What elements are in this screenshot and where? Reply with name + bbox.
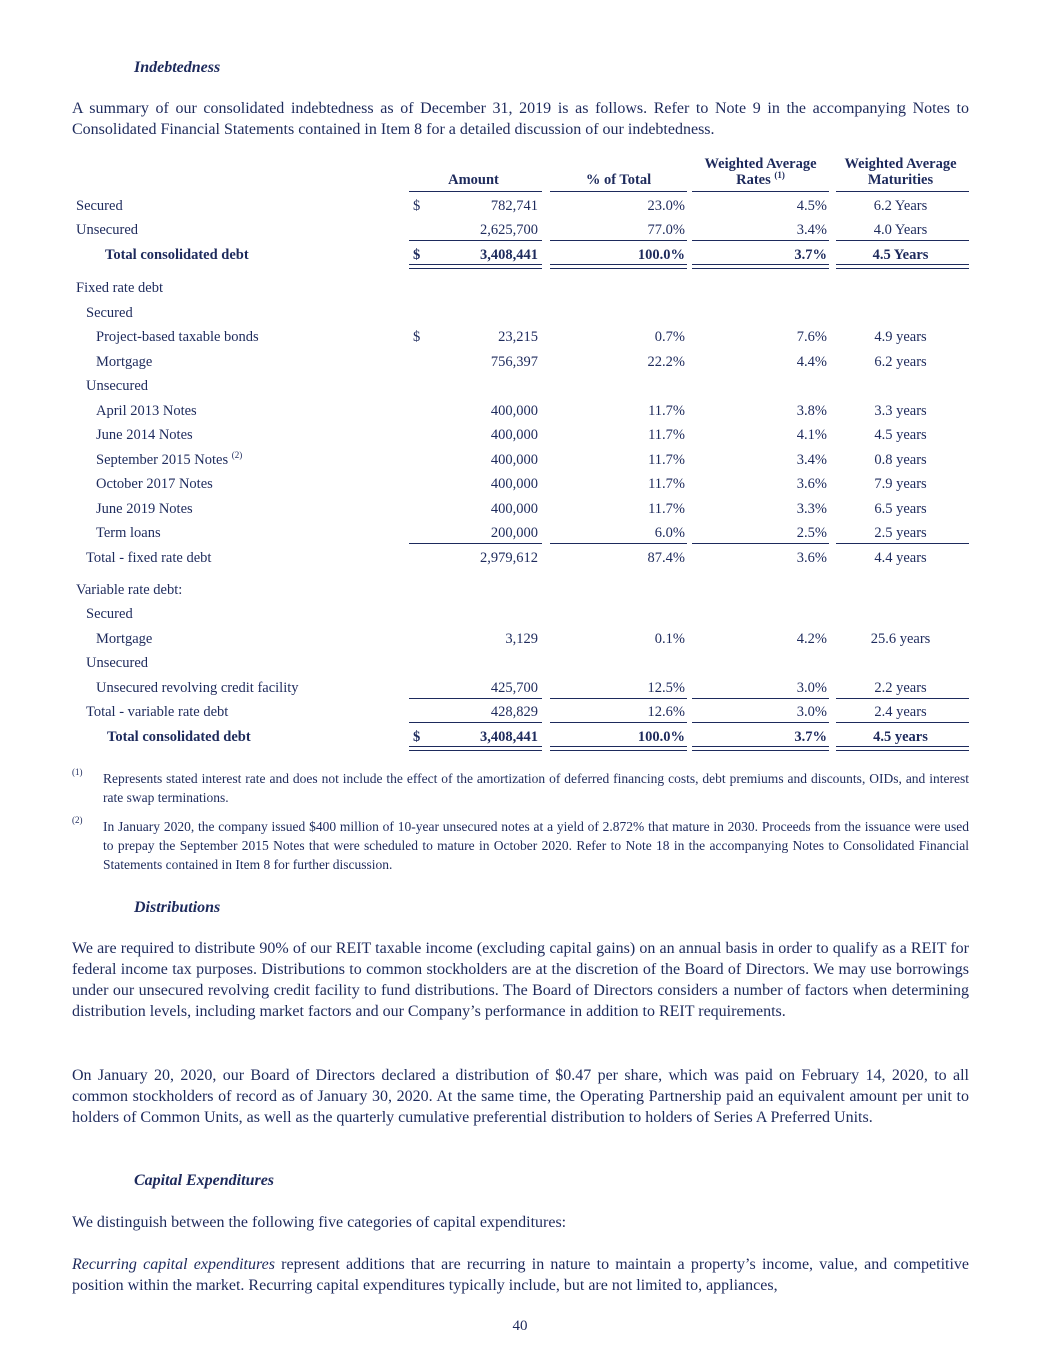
subtotal-rule	[550, 240, 687, 241]
row-dollar: $	[413, 329, 421, 345]
header-rate-line1: Weighted Average	[704, 156, 817, 172]
row-rate: 3.0%	[796, 704, 827, 720]
row-pct: 0.1%	[654, 631, 685, 647]
row-rate: 4.2%	[796, 631, 827, 647]
indebtedness-intro: A summary of our consolidated indebtedness as of December 31, 2019 is as follows. Refer to Note 9 in the accompanying Notes to Consolidated Financial Statements contained in Item 8 for a detailed discussion of our indebtedness.	[72, 100, 969, 138]
row-rate: 2.5%	[796, 525, 827, 541]
total-double-rule	[692, 264, 829, 269]
page-number: 40	[512, 1318, 528, 1334]
total-double-rule	[409, 264, 542, 269]
table-row	[72, 327, 969, 349]
row-label: Fixed rate debt	[76, 280, 163, 296]
row-label: Total - fixed rate debt	[86, 550, 212, 566]
row-rate: 4.4%	[796, 354, 827, 370]
section-row	[72, 303, 969, 325]
subtotal-rule	[409, 698, 542, 699]
row-maturity: 6.2 Years	[873, 198, 928, 214]
subtotal-rule	[692, 722, 829, 723]
row-maturity: 6.2 years	[874, 354, 927, 370]
section-row	[72, 604, 969, 626]
distributions-paragraph-2: On January 20, 2020, our Board of Directors declared a distribution of $0.47 per share, which was paid on February 14, 2020, to all common stockholders of record as of January 30, 2020. At the same time, the Operating Partnership paid an equivalent amount per unit to holders of Common Units, as well as the quarterly cumulative preferential distribution to holders of Series A Preferred Units.	[72, 1067, 969, 1126]
row-amount: 400,000	[490, 427, 538, 443]
row-pct: 6.0%	[654, 525, 685, 541]
row-pct: 100.0%	[637, 247, 685, 263]
row-rate: 3.0%	[796, 680, 827, 696]
header-pct: % of Total	[585, 172, 652, 188]
footnote-mark: (1)	[72, 767, 83, 777]
table-row	[72, 678, 969, 700]
row-label: Term loans	[96, 525, 161, 541]
row-pct: 11.7%	[648, 427, 685, 443]
row-amount: 2,625,700	[480, 222, 538, 238]
row-rate: 3.3%	[796, 501, 827, 517]
row-pct: 77.0%	[647, 222, 685, 238]
row-pct: 22.2%	[647, 354, 685, 370]
subtotal-rule	[550, 698, 687, 699]
subtotal-rule	[836, 722, 969, 723]
table-row	[72, 474, 969, 496]
header-rule-pct	[550, 191, 687, 192]
subtotal-rule	[550, 722, 687, 723]
header-rate-line2-wrap	[692, 172, 829, 188]
row-label: October 2017 Notes	[96, 476, 213, 492]
row-rate: 3.7%	[794, 729, 827, 745]
table-row	[72, 450, 969, 472]
subtotal-rule	[836, 698, 969, 699]
row-pct: 87.4%	[647, 550, 685, 566]
row-label: Total - variable rate debt	[86, 704, 229, 720]
row-amount: 3,129	[505, 631, 538, 647]
row-rate: 4.5%	[796, 198, 827, 214]
row-label: Secured	[76, 198, 123, 214]
header-rate	[692, 156, 829, 188]
total-double-rule	[836, 264, 969, 269]
row-maturity: 4.4 years	[874, 550, 927, 566]
table-row	[72, 352, 969, 374]
row-rate: 7.6%	[796, 329, 827, 345]
footnote-text: Represents stated interest rate and does not include the effect of the amortization of deferred financing costs, debt premiums and discounts, OIDs, and interest rate swap terminations.	[103, 771, 969, 805]
row-maturity: 4.5 years	[873, 729, 928, 745]
footnote-mark: (2)	[72, 815, 83, 825]
row-amount: 3,408,441	[480, 247, 538, 263]
row-label: Secured	[86, 305, 133, 321]
row-amount: 425,700	[490, 680, 538, 696]
row-amount: 200,000	[490, 525, 538, 541]
row-rate: 3.8%	[796, 403, 827, 419]
header-maturity	[832, 156, 969, 188]
subtotal-rule	[836, 543, 969, 544]
row-maturity: 0.8 years	[874, 452, 927, 468]
row-label: Secured	[86, 606, 133, 622]
capex-recurring-text: represent additions that are recurring in nature to maintain a property’s income, value, and competitive position within the market. Recurring capital expenditures typically include, but are not limited to, appliances,	[72, 1256, 970, 1294]
subtotal-rule	[409, 543, 542, 544]
row-label: Total consolidated debt	[105, 247, 249, 263]
table-row-subtotal	[72, 548, 969, 570]
total-double-rule	[550, 746, 687, 751]
distributions-heading: Distributions	[134, 899, 221, 916]
section-row	[72, 376, 969, 398]
table-row	[72, 196, 969, 218]
row-maturity: 4.0 Years	[873, 222, 928, 238]
row-amount: 23,215	[498, 329, 538, 345]
table-row	[72, 523, 969, 545]
row-amount: 400,000	[490, 403, 538, 419]
row-footnote-sup: (2)	[231, 450, 243, 461]
header-rate-line2: Rates	[736, 172, 771, 188]
capex-recurring-term: Recurring capital expenditures	[72, 1256, 275, 1273]
total-double-rule	[550, 264, 687, 269]
row-amount: 2,979,612	[480, 550, 538, 566]
header-rule-rate	[692, 191, 829, 192]
table-row	[72, 220, 969, 242]
subtotal-rule	[836, 240, 969, 241]
capex-recurring-paragraph	[72, 1254, 969, 1296]
row-rate: 3.6%	[796, 476, 827, 492]
table-row	[72, 499, 969, 521]
capex-intro: We distinguish between the following five categories of capital expenditures:	[72, 1214, 567, 1231]
subtotal-rule	[409, 722, 542, 723]
table-row-subtotal	[72, 702, 969, 724]
row-pct: 12.6%	[647, 704, 685, 720]
row-label: June 2014 Notes	[96, 427, 193, 443]
section-row	[72, 580, 969, 602]
row-amount: 756,397	[490, 354, 538, 370]
subtotal-rule	[550, 543, 687, 544]
section-row	[72, 653, 969, 675]
table-row	[72, 629, 969, 651]
row-label: Unsecured	[86, 655, 149, 671]
row-pct: 100.0%	[637, 729, 685, 745]
indebtedness-heading: Indebtedness	[134, 59, 221, 76]
section-row	[72, 278, 969, 300]
row-maturity: 4.9 years	[874, 329, 927, 345]
total-double-rule	[409, 746, 542, 751]
footnote-text: In January 2020, the company issued $400 million of 10-year unsecured notes at a yield of 2.872% that mature in 2030. Proceeds from the issuance were used to prepay the September 2015 Notes that were scheduled to mature in October 2020. Refer to Note 18 in the accompanying Notes to Consolidated Financial Statements contained in Item 8 for further discussion.	[103, 819, 969, 872]
capex-heading: Capital Expenditures	[134, 1172, 275, 1189]
row-label-wrap	[96, 450, 242, 471]
distributions-paragraph-1: We are required to distribute 90% of our REIT taxable income (excluding capital gains) on an annual basis in order to qualify as a REIT for federal income tax purposes. Distributions to common stockholders are at the discretion of the Board of Directors. We may use borrowings under our unsecured revolving credit facility to fund distributions. The Board of Directors considers a number of factors when determining distribution levels, including market factors and our Company’s performance in addition to REIT requirements.	[72, 940, 969, 1020]
table-row	[72, 425, 969, 447]
subtotal-rule	[692, 240, 829, 241]
header-mat-line1: Weighted Average	[844, 156, 957, 172]
header-rule-amount	[409, 191, 542, 192]
row-label: Mortgage	[96, 354, 153, 370]
row-pct: 11.7%	[648, 452, 685, 468]
row-pct: 23.0%	[647, 198, 685, 214]
row-maturity: 4.5 years	[874, 427, 927, 443]
row-pct: 11.7%	[648, 403, 685, 419]
row-amount: 400,000	[490, 501, 538, 517]
header-amount: Amount	[448, 172, 499, 188]
row-pct: 11.7%	[648, 476, 685, 492]
row-dollar: $	[413, 247, 421, 263]
row-amount: 400,000	[490, 476, 538, 492]
row-dollar: $	[413, 729, 421, 745]
row-label: Mortgage	[96, 631, 153, 647]
row-label: April 2013 Notes	[96, 403, 197, 419]
row-label: June 2019 Notes	[96, 501, 193, 517]
row-maturity: 2.5 years	[874, 525, 927, 541]
header-mat-line2: Maturities	[867, 172, 934, 188]
row-rate: 3.4%	[796, 222, 827, 238]
subtotal-rule	[409, 240, 542, 241]
row-pct: 12.5%	[647, 680, 685, 696]
header-rule-maturity	[836, 191, 969, 192]
row-pct: 11.7%	[648, 501, 685, 517]
row-amount: 782,741	[490, 198, 538, 214]
row-amount: 3,408,441	[480, 729, 538, 745]
row-amount: 400,000	[490, 452, 538, 468]
row-rate: 3.6%	[796, 550, 827, 566]
row-pct: 0.7%	[654, 329, 685, 345]
header-rate-sup: (1)	[774, 170, 785, 181]
row-label: Unsecured	[76, 222, 139, 238]
subtotal-rule	[692, 698, 829, 699]
total-double-rule	[692, 746, 829, 751]
row-maturity: 6.5 years	[874, 501, 927, 517]
row-label: September 2015 Notes	[96, 452, 229, 468]
row-label: Unsecured revolving credit facility	[96, 680, 299, 696]
row-label: Project-based taxable bonds	[96, 329, 259, 345]
total-double-rule	[836, 746, 969, 751]
row-dollar: $	[413, 198, 421, 214]
row-rate: 3.4%	[796, 452, 827, 468]
row-rate: 3.7%	[794, 247, 827, 263]
row-maturity: 3.3 years	[874, 403, 927, 419]
row-label: Variable rate debt:	[76, 582, 183, 598]
row-maturity: 4.5 Years	[872, 247, 929, 263]
row-maturity: 2.2 years	[874, 680, 927, 696]
subtotal-rule	[692, 543, 829, 544]
table-row	[72, 401, 969, 423]
row-maturity: 7.9 years	[874, 476, 927, 492]
row-label: Unsecured	[86, 378, 149, 394]
row-maturity: 25.6 years	[870, 631, 931, 647]
row-rate: 4.1%	[796, 427, 827, 443]
row-label: Total consolidated debt	[107, 729, 251, 745]
row-amount: 428,829	[490, 704, 538, 720]
row-maturity: 2.4 years	[874, 704, 927, 720]
